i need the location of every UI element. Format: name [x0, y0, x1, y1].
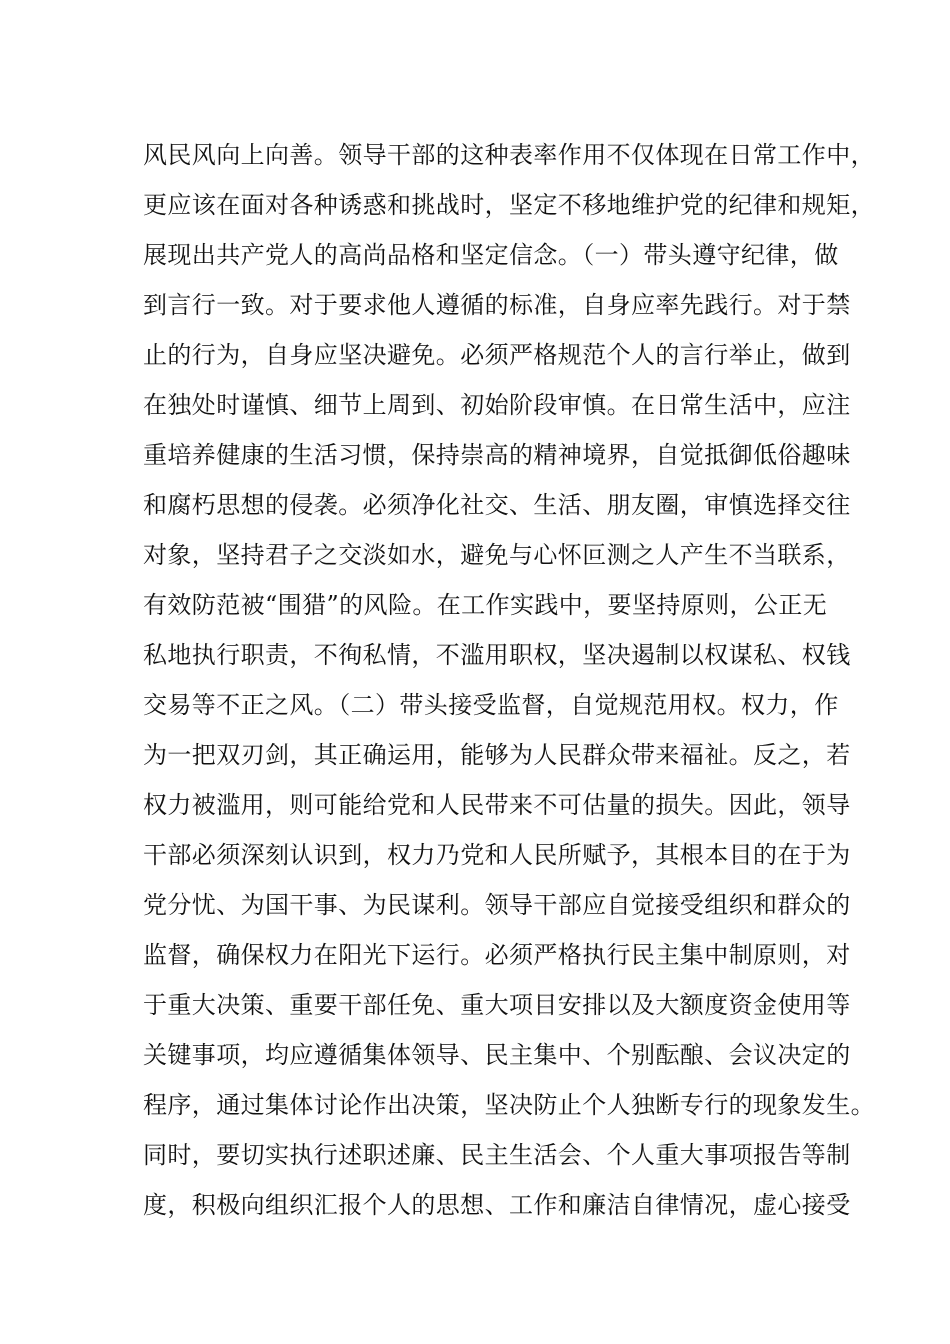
text-line: 度，积极向组织汇报个人的思想、工作和廉洁自律情况，虚心接受: [143, 1191, 851, 1219]
text-line: 止的行为，自身应坚决避免。必须严格规范个人的言行举止，做到: [143, 341, 851, 369]
text-line: 重培养健康的生活习惯，保持崇高的精神境界，自觉抵御低俗趣味: [143, 441, 851, 469]
text-line: 程序，通过集体讨论作出决策，坚决防止个人独断专行的现象发生。: [143, 1091, 875, 1119]
text-line: 为一把双刃剑，其正确运用，能够为人民群众带来福祉。反之，若: [143, 741, 851, 769]
text-line: 交易等不正之风。（二）带头接受监督，自觉规范用权。权力，作: [143, 691, 839, 719]
text-line: 私地执行职责，不徇私情，不滥用职权，坚决遏制以权谋私、权钱: [143, 641, 851, 669]
text-line: 在独处时谨慎、细节上周到、初始阶段审慎。在日常生活中，应注: [143, 391, 851, 419]
text-line: 到言行一致。对于要求他人遵循的标准，自身应率先践行。对于禁: [143, 291, 851, 319]
text-line: 和腐朽思想的侵袭。必须净化社交、生活、朋友圈，审慎选择交往: [143, 491, 851, 519]
text-line: 对象，坚持君子之交淡如水，避免与心怀叵测之人产生不当联系，: [143, 541, 851, 569]
text-line: 监督，确保权力在阳光下运行。必须严格执行民主集中制原则，对: [143, 941, 851, 969]
text-line: 干部必须深刻认识到，权力乃党和人民所赋予，其根本目的在于为: [143, 841, 851, 869]
text-line: 更应该在面对各种诱惑和挑战时，坚定不移地维护党的纪律和规矩，: [143, 191, 875, 219]
text-line: 关键事项，均应遵循集体领导、民主集中、个别酝酿、会议决定的: [143, 1041, 851, 1069]
text-line: 同时，要切实执行述职述廉、民主生活会、个人重大事项报告等制: [143, 1141, 851, 1169]
text-line: 有效防范被“围猎”的风险。在工作实践中，要坚持原则，公正无: [143, 591, 828, 619]
text-line: 于重大决策、重要干部任免、重大项目安排以及大额度资金使用等: [143, 991, 851, 1019]
text-line: 风民风向上向善。领导干部的这种表率作用不仅体现在日常工作中，: [143, 141, 875, 169]
text-line: 权力被滥用，则可能给党和人民带来不可估量的损失。因此，领导: [143, 791, 851, 819]
body-text: [143, 130, 875, 1230]
text-line: 党分忧、为国干事、为民谋利。领导干部应自觉接受组织和群众的: [143, 891, 851, 919]
text-line: 展现出共产党人的高尚品格和坚定信念。（一）带头遵守纪律，做: [143, 241, 839, 269]
